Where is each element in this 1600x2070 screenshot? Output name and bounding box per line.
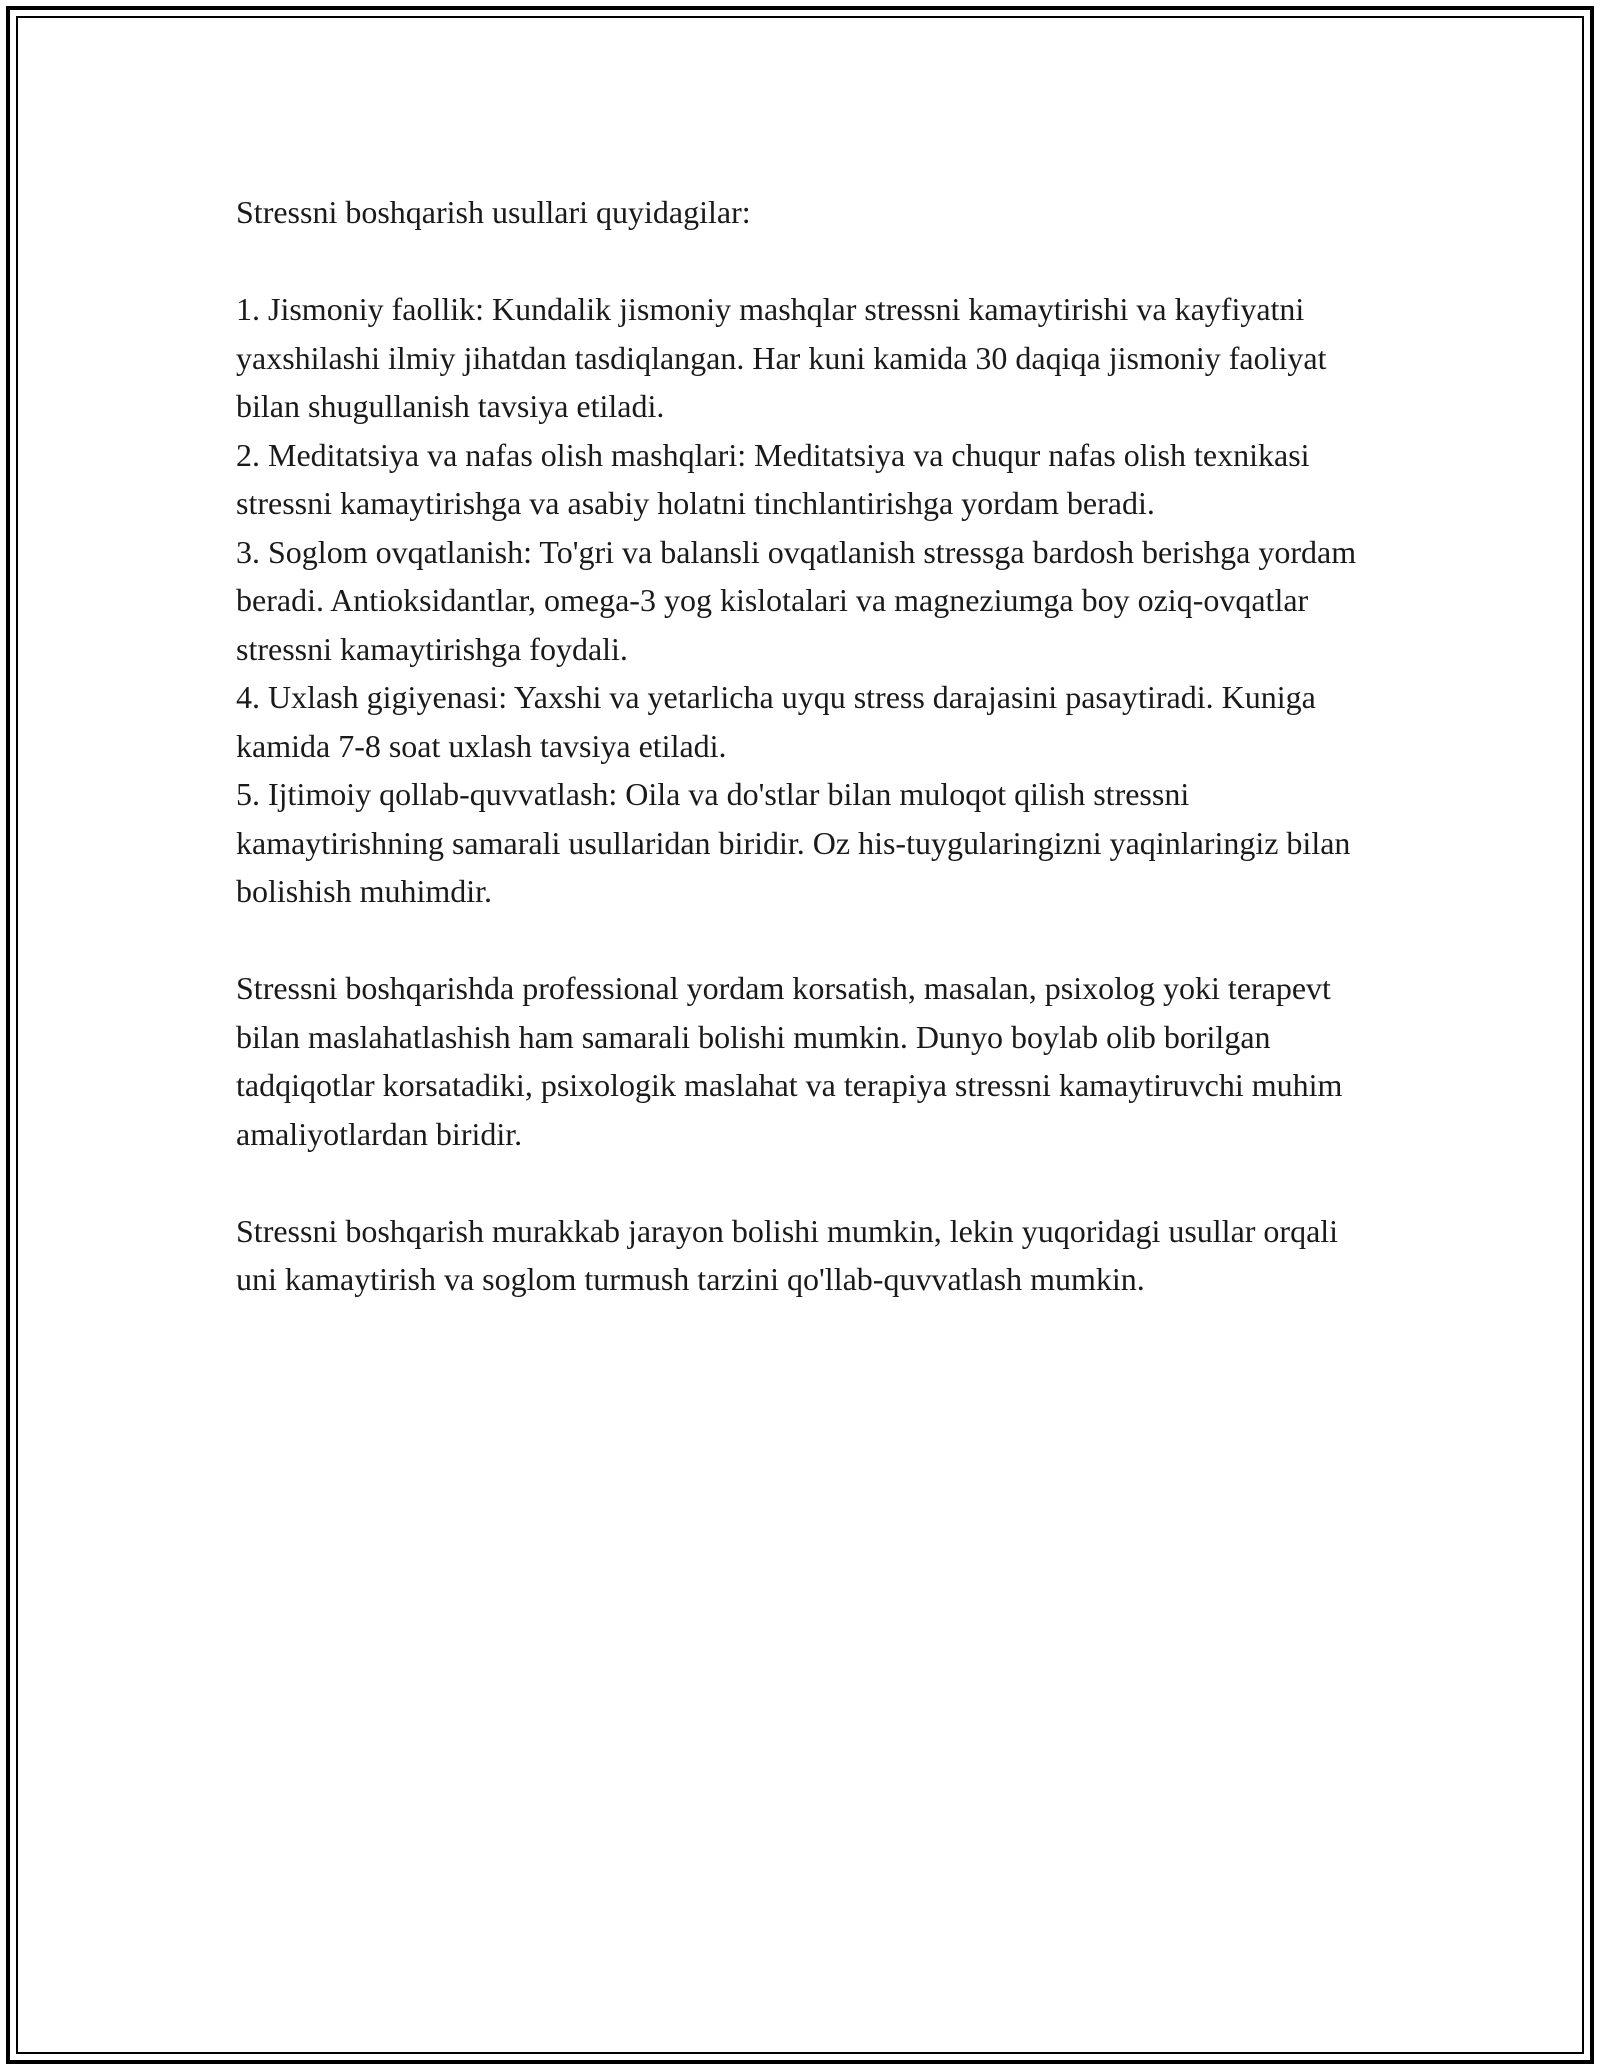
document-body bbox=[236, 188, 1376, 1304]
list-item-physical-activity: 1. Jismoniy faollik: Kundalik jismoniy mashqlar stressni kamaytirishi va kayfiyatni yaxshilashi ilmiy jihatdan tasdiqlangan. Har kuni kamida 30 daqiqa jismoniy faoliyat bilan shugullanish tavsiya etiladi. bbox=[236, 291, 1327, 424]
blank-line bbox=[236, 916, 1376, 965]
list-item-meditation: 2. Meditatsiya va nafas olish mashqlari: Meditatsiya va chuqur nafas olish texnikasi stressni kamaytirishga va asabiy holatni tinchlantirishga yordam beradi. bbox=[236, 436, 1310, 521]
paragraph-conclusion: Stressni boshqarish murakkab jarayon bolishi mumkin, lekin yuqoridagi usullar orqali uni kamaytirish va soglom turmush tarzini qo'llab-quvvatlash mumkin. bbox=[236, 1212, 1339, 1297]
intro-line: Stressni boshqarish usullari quyidagilar: bbox=[236, 194, 751, 230]
paragraph-professional-help: Stressni boshqarishda professional yordam korsatish, masalan, psixolog yoki terapevt bilan maslahatlashish ham samarali bolishi mumkin. Dunyo boylab olib borilgan tadqiqotlar korsatadiki, psixologik maslahat va terapiya stressni kamaytiruvchi muhim amaliyotlardan biridir. bbox=[236, 970, 1343, 1152]
blank-line bbox=[236, 1158, 1376, 1207]
list-item-sleep-hygiene: 4. Uxlash gigiyenasi: Yaxshi va yetarlicha uyqu stress darajasini pasaytiradi. Kuniga kamida 7-8 soat uxlash tavsiya etiladi. bbox=[236, 679, 1316, 764]
blank-line bbox=[236, 237, 1376, 286]
list-item-social-support: 5. Ijtimoiy qollab-quvvatlash: Oila va do'stlar bilan muloqot qilish stressni kamaytirishning samarali usullaridan biridir. Oz his-tuygularingizni yaqinlaringiz bilan bolishish muhimdir. bbox=[236, 776, 1351, 909]
list-item-healthy-eating: 3. Soglom ovqatlanish: To'gri va balansli ovqatlanish stressga bardosh berishga yordam beradi. Antioksidantlar, omega-3 yog kislotalari va magneziumga boy oziq-ovqatlar stressni kamaytirishga foydali. bbox=[236, 533, 1357, 667]
